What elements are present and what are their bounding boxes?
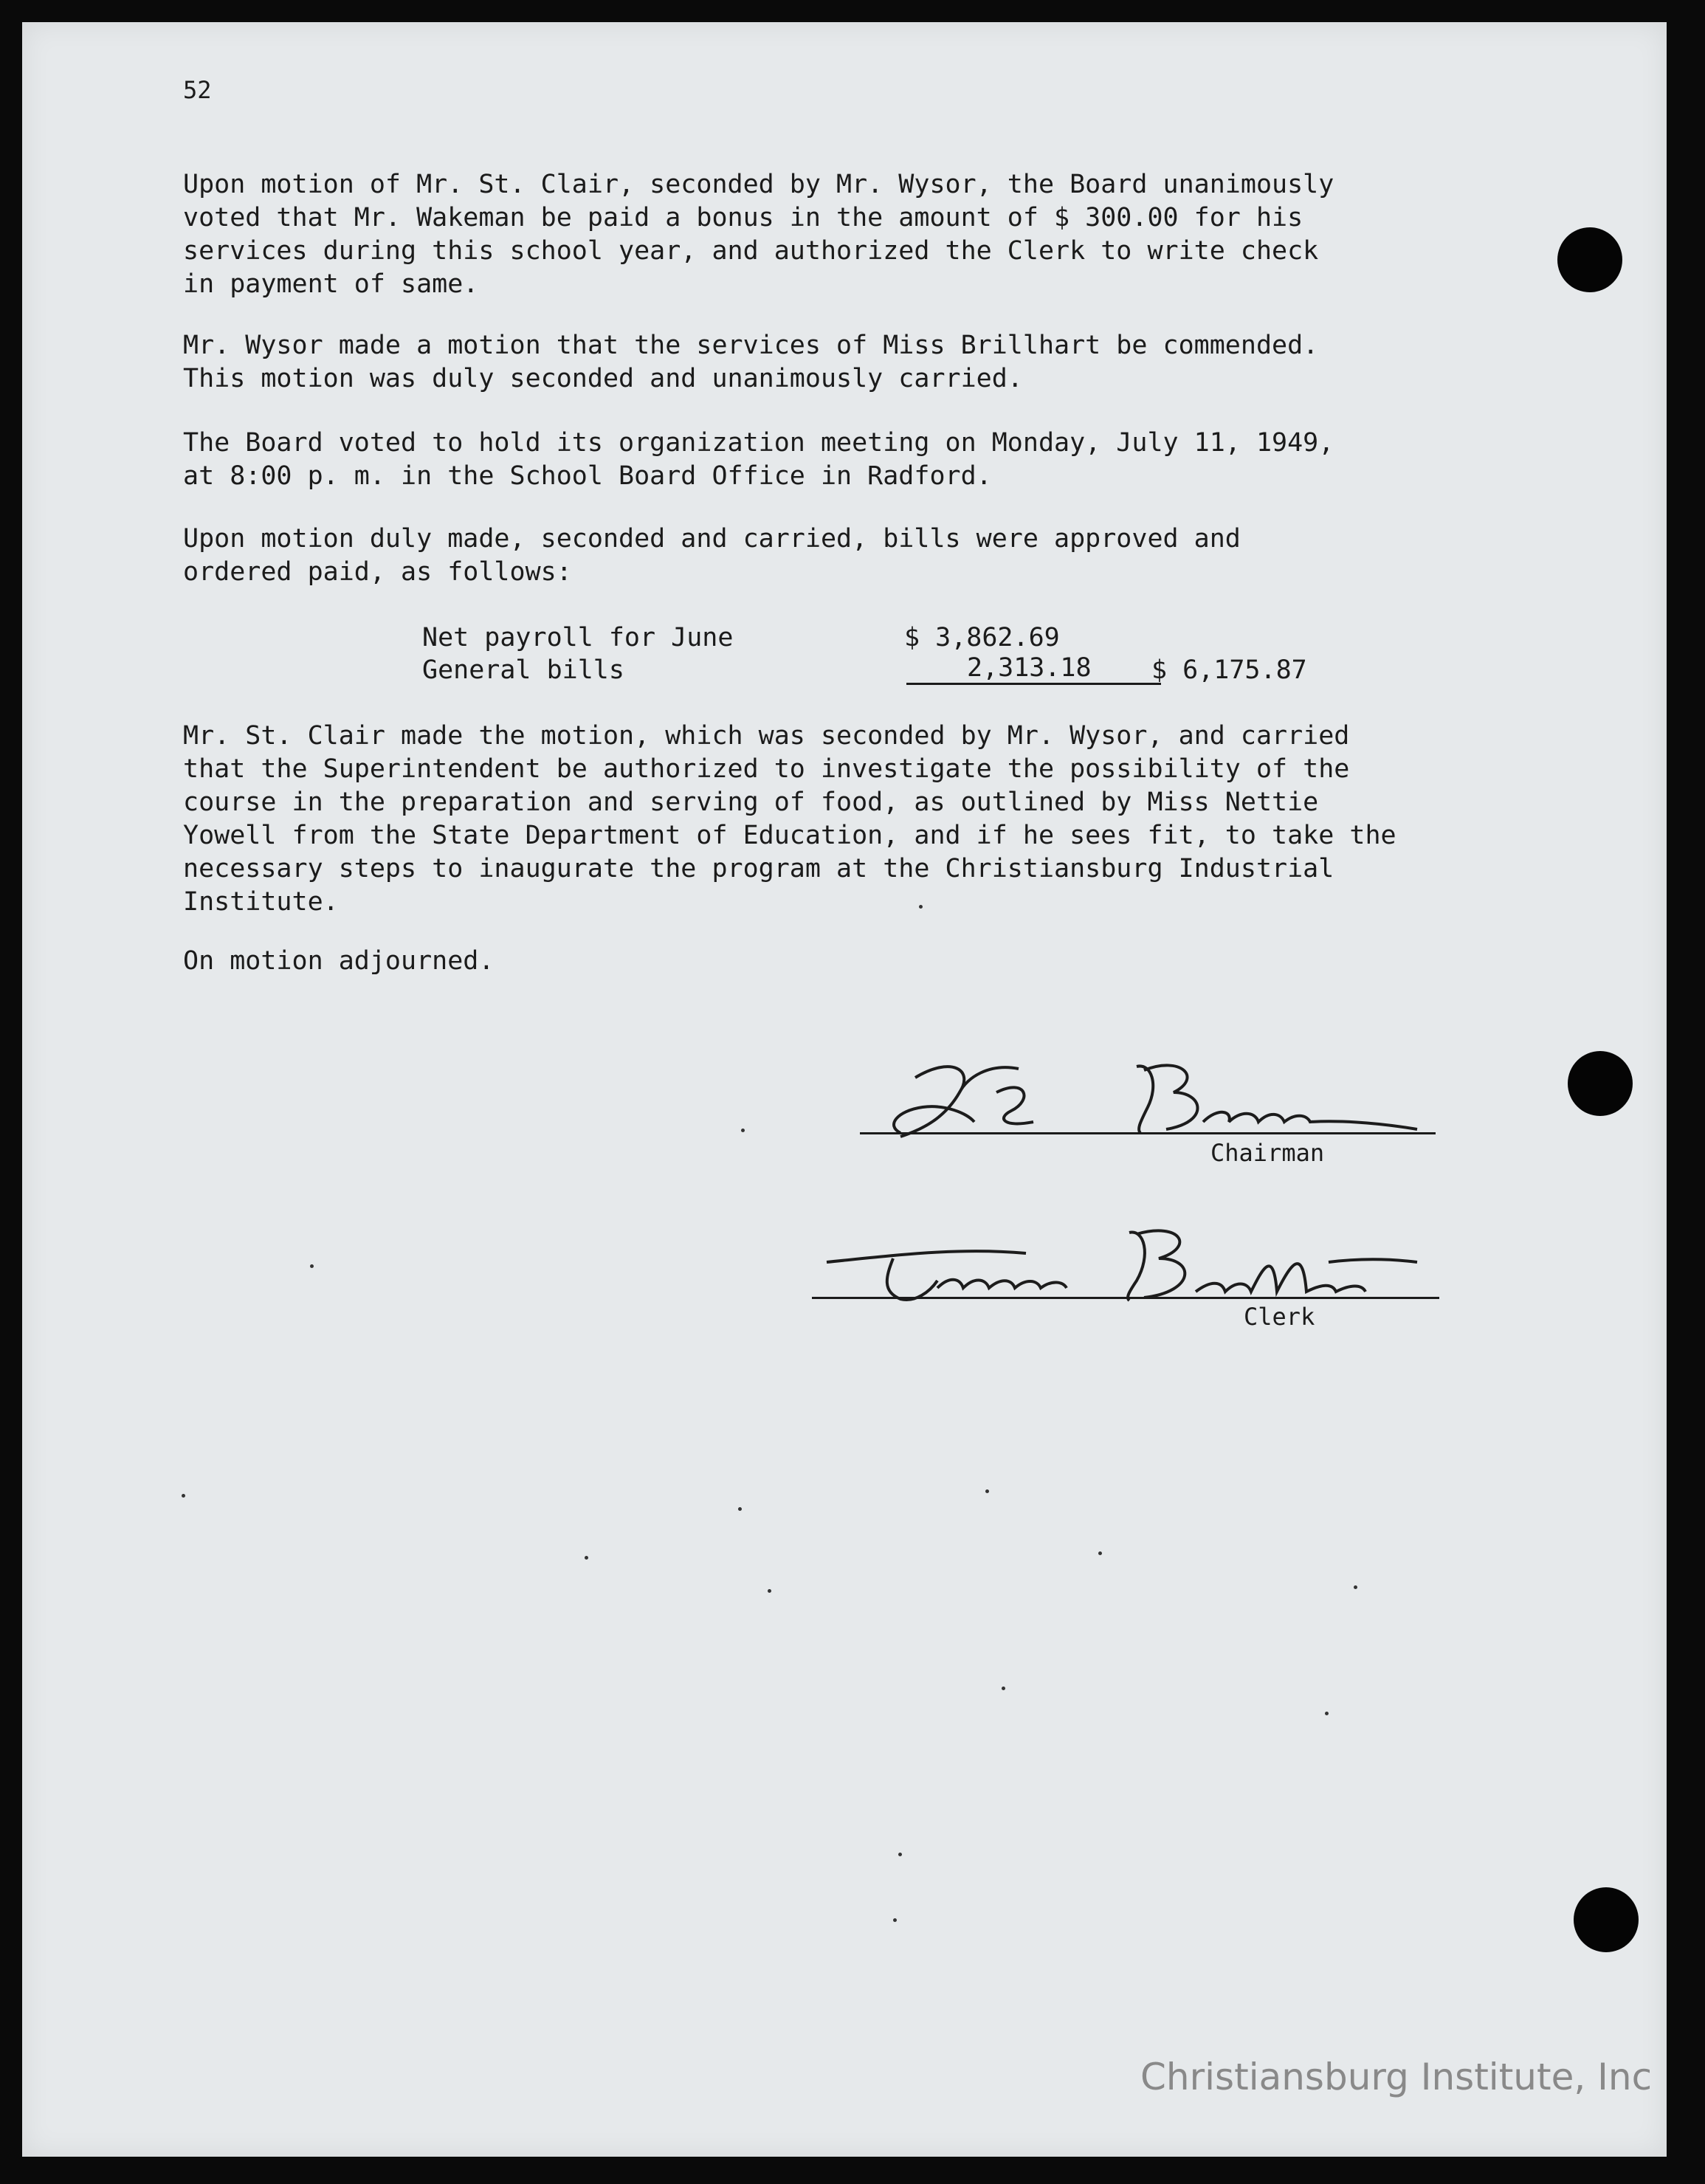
punch-hole-bottom bbox=[1574, 1887, 1639, 1952]
paper-speck bbox=[1002, 1687, 1005, 1690]
paragraph-adjourned: On motion adjourned. bbox=[183, 946, 495, 976]
paper-speck bbox=[1325, 1712, 1329, 1715]
chairman-title: Chairman bbox=[1210, 1139, 1325, 1167]
paper-speck bbox=[585, 1556, 588, 1560]
chairman-signature bbox=[856, 1048, 1447, 1151]
paper-speck bbox=[738, 1507, 742, 1511]
paper-speck bbox=[985, 1489, 989, 1493]
paper-speck bbox=[768, 1589, 771, 1593]
paper-speck bbox=[893, 1918, 897, 1922]
paragraph-commendation: Mr. Wysor made a motion that the services of Miss Brillhart be commended. This motion was duly seconded and unanimously carried. bbox=[183, 331, 1319, 393]
bills-total: $ 6,175.87 bbox=[1151, 655, 1307, 685]
bill-amount-payroll: $ 3,862.69 bbox=[904, 623, 1060, 652]
paper-speck bbox=[898, 1853, 902, 1856]
paper-speck bbox=[741, 1129, 745, 1132]
paper-speck bbox=[919, 905, 923, 909]
clerk-signature-line bbox=[812, 1297, 1439, 1299]
paragraph-bills-approved: Upon motion duly made, seconded and carried, bills were approved and ordered paid, as follows: bbox=[183, 524, 1241, 587]
watermark: Christiansburg Institute, Inc bbox=[1140, 2056, 1653, 2098]
bill-amount-general: 2,313.18 bbox=[967, 653, 1092, 683]
paper-speck bbox=[182, 1494, 185, 1498]
bills-subtotal-rule bbox=[906, 683, 1161, 685]
punch-hole-middle bbox=[1568, 1051, 1633, 1116]
paragraph-organization-meeting: The Board voted to hold its organization meeting on Monday, July 11, 1949, at 8:00 p. m. in the School Board Office in Radford. bbox=[183, 428, 1334, 491]
paper-speck bbox=[1354, 1585, 1357, 1589]
paper-speck bbox=[1098, 1551, 1102, 1555]
clerk-signature bbox=[812, 1218, 1447, 1314]
bill-label-general: General bills bbox=[422, 655, 624, 685]
page-number: 52 bbox=[183, 76, 212, 104]
chairman-signature-line bbox=[860, 1132, 1436, 1134]
punch-hole-top bbox=[1557, 227, 1622, 292]
bill-label-payroll: Net payroll for June bbox=[422, 623, 734, 652]
clerk-title: Clerk bbox=[1244, 1303, 1315, 1331]
paragraph-bonus: Upon motion of Mr. St. Clair, seconded by Mr. Wysor, the Board unanimously voted that Mr. Wakeman be paid a bonus in the amount of $ 300.00 for his services during this school year, and authorized the Clerk to write check in payment of same. bbox=[183, 170, 1334, 299]
paragraph-food-course: Mr. St. Clair made the motion, which was seconded by Mr. Wysor, and carried that the Superintendent be authorized to investigate the possibility of the course in the preparation and serving of food, as outlined by Miss Nettie Yowell from the State Department of Education, and if he sees fit, to take the necessary steps to inaugurate the program at the Christiansburg Industrial Institute. bbox=[183, 721, 1396, 917]
paper-speck bbox=[310, 1264, 314, 1268]
